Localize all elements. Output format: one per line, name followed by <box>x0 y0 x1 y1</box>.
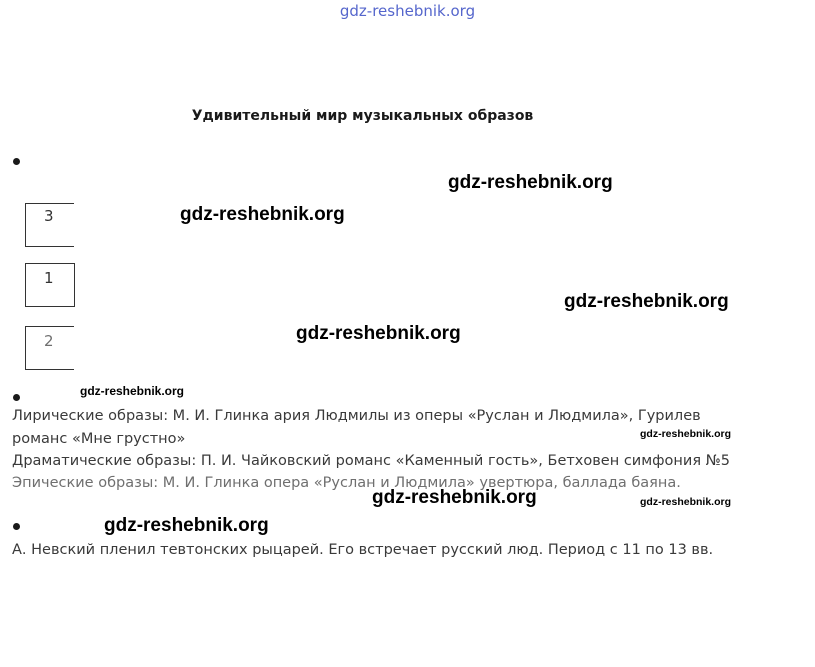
watermark-1: gdz-reshebnik.org <box>448 172 613 193</box>
watermark-3: gdz-reshebnik.org <box>564 291 729 312</box>
bullet-point-1 <box>13 158 20 165</box>
watermark-2: gdz-reshebnik.org <box>180 204 345 225</box>
answer-box-1-number: 3 <box>44 207 54 225</box>
header-watermark-link[interactable]: gdz-reshebnik.org <box>339 2 476 20</box>
watermark-8: gdz-reshebnik.org <box>640 496 732 508</box>
epic-images-line: Эпические образы: М. И. Глинка опера «Руслан и Людмила» увертюра, баллада баяна. <box>12 475 681 491</box>
watermark-4: gdz-reshebnik.org <box>296 323 461 344</box>
page-title: Удивительный мир музыкальных образов <box>191 108 534 124</box>
bullet-point-2 <box>13 394 20 401</box>
answer-box-3-number: 2 <box>44 332 54 350</box>
dramatic-images-line: Драматические образы: П. И. Чайковский романс «Каменный гость», Бетховен симфония №5 <box>12 453 730 469</box>
lyrical-images-line: Лирические образы: М. И. Глинка ария Людмилы из оперы «Руслан и Людмила», Гурилев <box>12 408 701 424</box>
bullet-point-3 <box>13 523 20 530</box>
nevsky-answer-line: А. Невский пленил тевтонских рыцарей. Его встречает русский люд. Период с 11 по 13 вв. <box>12 542 714 558</box>
watermark-7: gdz-reshebnik.org <box>372 487 537 508</box>
watermark-9: gdz-reshebnik.org <box>104 515 269 536</box>
watermark-5: gdz-reshebnik.org <box>80 384 185 398</box>
answer-box-2-number: 1 <box>44 269 54 287</box>
lyrical-images-line-continued: романс «Мне грустно» <box>12 431 186 447</box>
watermark-6: gdz-reshebnik.org <box>640 428 732 440</box>
